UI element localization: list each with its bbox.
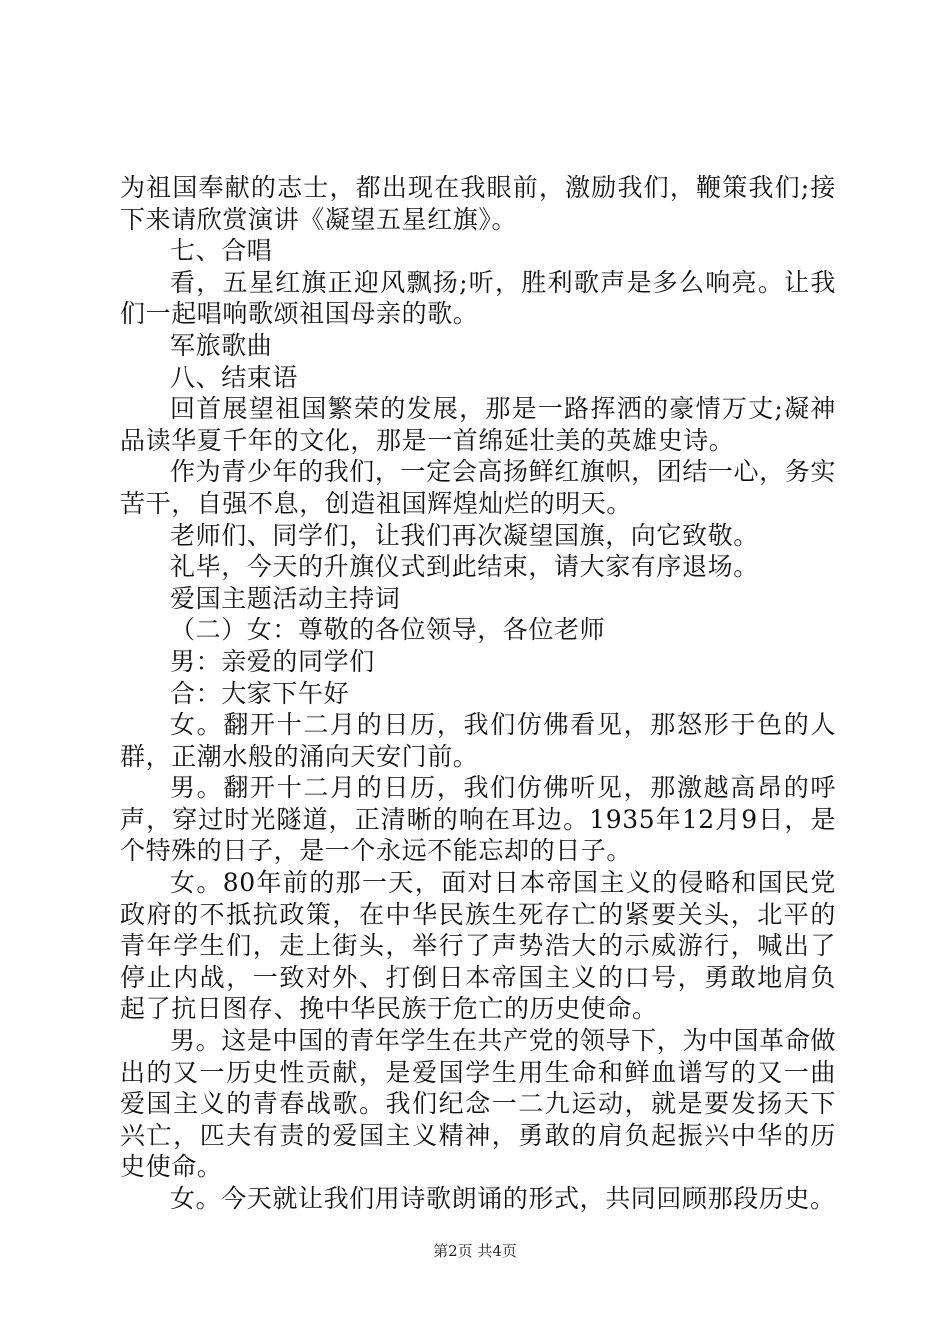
paragraph-15: 男。翻开十二月的日历，我们仿佛听见，那激越高昂的呼声，穿过时光隧道，正清晰的响在耳边。1935年12月9日，是个特殊的日子，是一个永远不能忘却的日子。 bbox=[120, 773, 836, 866]
paragraph-4: 军旅歌曲 bbox=[170, 330, 273, 360]
paragraph-2: 七、合唱 bbox=[170, 236, 273, 266]
paragraph-7: 作为青少年的我们，一定会高扬鲜红旗帜，团结一心，务实苦干，自强不息，创造祖国辉煌灿烂的明天。 bbox=[120, 457, 836, 518]
paragraph-17: 男。这是中国的青年学生在共产党的领导下，为中国革命做出的又一历史性贡献，是爱国学生用生命和鲜血谱写的又一曲爱国主义的青春战歌。我们纪念一二九运动，就是要发扬天下兴亡，匹夫有责的爱国主义精神，勇敢的肩负起振兴中华的历史使命。 bbox=[120, 1026, 836, 1182]
document-body bbox=[120, 172, 836, 1215]
paragraph-5: 八、结束语 bbox=[170, 362, 299, 392]
paragraph-14: 女。翻开十二月的日历，我们仿佛看见，那怒形于色的人群，正潮水般的涌向天安门前。 bbox=[120, 710, 836, 771]
paragraph-11: （二）女：尊敬的各位领导，各位老师 bbox=[170, 615, 606, 645]
paragraph-10: 爱国主题活动主持词 bbox=[170, 583, 401, 613]
paragraph-9: 礼毕，今天的升旗仪式到此结束，请大家有序退场。 bbox=[170, 552, 759, 582]
paragraph-6: 回首展望祖国繁荣的发展，那是一路挥洒的豪情万丈;凝神品读华夏千年的文化，那是一首绵延壮美的英雄史诗。 bbox=[120, 394, 836, 455]
paragraph-3: 看，五星红旗正迎风飘扬;听，胜利歌声是多么响亮。让我们一起唱响歌颂祖国母亲的歌。 bbox=[120, 267, 836, 329]
paragraph-12: 男：亲爱的同学们 bbox=[170, 646, 375, 676]
paragraph-8: 老师们、同学们，让我们再次凝望国旗，向它致敬。 bbox=[170, 520, 759, 550]
paragraph-16: 女。80年前的那一天，面对日本帝国主义的侵略和国民党政府的不抵抗政策，在中华民族生死存亡的紧要关头，北平的青年学生们，走上街头，举行了声势浩大的示威游行，喊出了停止内战，一致对外、打倒日本帝国主义的口号，勇敢地肩负起了抗日图存、挽中华民族于危亡的历史使命。 bbox=[120, 868, 836, 1024]
paragraph-18: 女。今天就让我们用诗歌朗诵的形式，共同回顾那段历史。 bbox=[170, 1184, 836, 1213]
page-number-footer: 第2页 共4页 bbox=[433, 1242, 517, 1260]
paragraph-13: 合：大家下午好 bbox=[170, 678, 350, 708]
paragraph-1: 为祖国奉献的志士，都出现在我眼前，激励我们，鞭策我们;接下来请欣赏演讲《凝望五星红旗》。 bbox=[120, 173, 836, 234]
